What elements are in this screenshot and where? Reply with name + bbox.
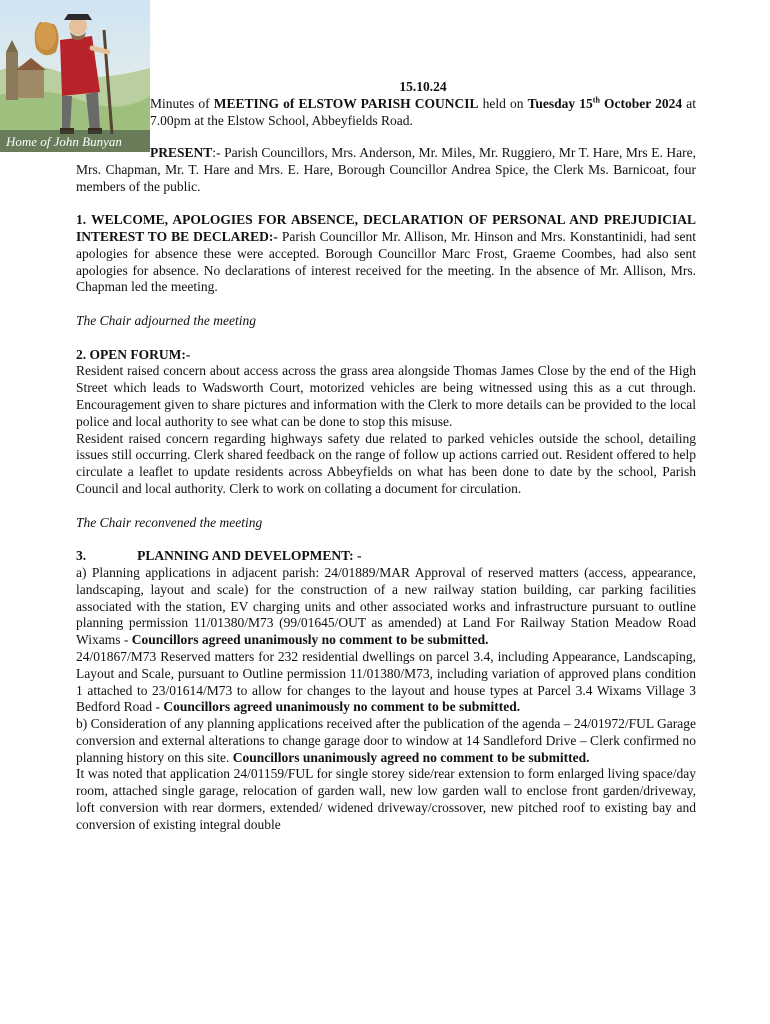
intro-pre: Minutes of: [150, 96, 214, 111]
section-1-heading: 1. WELCOME, APOLOGIES FOR ABSENCE, DECLARATION OF PERSONAL AND PREJUDICIAL INTEREST TO BE DECLARED:-: [76, 212, 696, 244]
meeting-intro: [150, 95, 696, 129]
planning-item-a-decision: Councillors agreed unanimously no comment to be submitted.: [131, 632, 489, 648]
intro-mid: held on: [478, 96, 528, 111]
meeting-day: Tuesday 15: [527, 96, 593, 111]
planning-item-a2-decision: Councillors agreed unanimously no comment to be submitted.: [163, 699, 521, 715]
present-paragraph: [76, 145, 696, 195]
open-forum-paragraph-1: Resident raised concern about access across the grass area alongside Thomas James Close by the end of the High Street which leads to Wadsworth Court, motorized vehicles are being witnessed using this as a cut through. Encouragement given to share pictures and information with the Clerk to more details can be provided to the local police and local authority to see what can be done to stop this misuse.: [76, 363, 696, 429]
john-bunyan-illustration: [0, 0, 150, 152]
planning-item-a: [76, 565, 696, 649]
planning-note: It was noted that application 24/01159/FUL for single storey side/rear extension to form enlarged living space/day room, attached single garage, relocation of garden wall, new low garden wall to enclose front garden/driveway, loft conversion with rear dormers, extended/ widened driveway/crossover, new pitched roof to existing bay and conversion of existing integral double: [76, 766, 696, 832]
present-label: PRESENT: [150, 145, 213, 160]
minutes-body: [76, 145, 696, 834]
parish-logo: [0, 0, 150, 152]
present-text: :- Parish Councillors, Mrs. Anderson, Mr. Miles, Mr. Ruggiero, Mr T. Hare, Mrs E. Hare, Mrs. Chapman, Mr. T. Hare and Mrs. E. Hare, Borough Councillor Andrea Spice, the Clerk Ms. Barnicoat, four members of the public.: [76, 145, 696, 194]
planning-item-a-text: a) Planning applications in adjacent parish: 24/01889/MAR Approval of reserved matters (access, appearance, landscaping, layout and scale) for the construction of a new railway station building, car parking facilities associated with the station, EV charging units and other associated works and infrastructure pursuant to outline planning permission 11/01380/M73 (99/01645/OUT as amended) at Land For Railway Station Meadow Road Wixams -: [76, 564, 696, 648]
section-3-number: 3.: [76, 548, 87, 564]
section-2-heading: 2. OPEN FORUM:-: [76, 346, 191, 362]
meeting-date: 15.10.24: [399, 79, 447, 94]
meeting-name: MEETING of ELSTOW PARISH COUNCIL: [213, 96, 479, 111]
section-1-text: Parish Councillor Mr. Allison, Mr. Hinson and Mrs. Konstantinidi, had sent apologies for absence these were accepted. Borough Councillor Marc Frost, Graeme Coombes, had also sent apologies for absence. No declarations of interest received for the meeting. In the absence of Mr. Allison, Mrs. Chapman led the meeting.: [76, 228, 697, 295]
planning-item-b-decision: Councillors unanimously agreed no comment to be submitted.: [232, 749, 590, 765]
logo-caption: Home of John Bunyan: [6, 134, 122, 149]
planning-item-a2: [76, 649, 696, 716]
meeting-day-suffix: th: [592, 95, 600, 105]
intro-post: at 7.00pm at the Elstow School, Abbeyfields Road.: [150, 96, 697, 128]
section-1-paragraph: [76, 212, 696, 296]
section-3-title: PLANNING AND DEVELOPMENT: -: [137, 548, 362, 564]
planning-item-a2-text: 24/01867/M73 Reserved matters for 232 residential dwellings on parcel 3.4, including Appearance, Landscaping, Layout and Scale, pursuant to Outline permission 11/01380/M73, including variation of approved plans condition 1 attached to 23/01614/M73 to allow for changes to the layout and house types at Parcel 3.4 Wixams Village 3 Bedford Road -: [76, 648, 696, 715]
planning-item-b: [76, 716, 696, 766]
open-forum-paragraph-2: Resident raised concern regarding highways safety due related to parked vehicles outside the school, detailing issues still occurring. Clerk shared feedback on the range of follow up actions carried out. Resident offered to help circulate a leaflet to update residents across Abbeyfields on what has been done to date by the school, Parish Council and local authority. Clerk to work on collating a document for circulation.: [76, 430, 696, 496]
chair-adjourned-note: The Chair adjourned the meeting: [76, 312, 256, 328]
section-3-heading: [76, 548, 696, 565]
planning-item-b-text: b) Consideration of any planning applications received after the publication of the agenda – 24/01972/FUL Garage conversion and external alterations to change garage door to window at 14 Sandleford Drive – Clerk confirmed no planning history on this site.: [76, 716, 696, 765]
chair-reconvened-note: The Chair reconvened the meeting: [76, 514, 263, 530]
meeting-date-rest: October 2024: [604, 96, 683, 111]
